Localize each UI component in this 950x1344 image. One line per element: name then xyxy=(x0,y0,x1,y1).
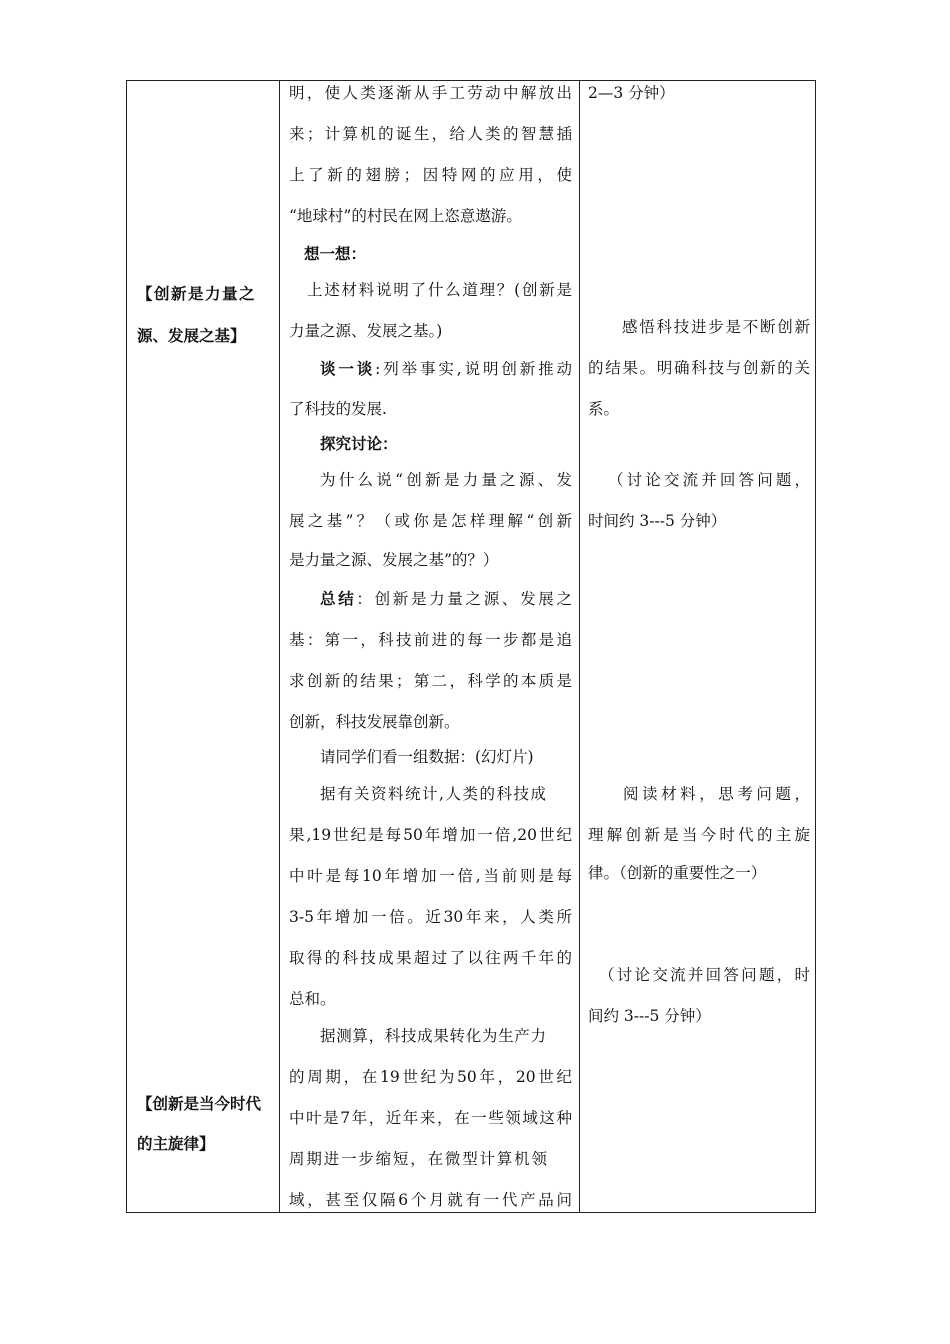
think-heading: 想一想： xyxy=(304,244,367,263)
activity-line: 理解创新是当今时代的主旋 xyxy=(588,826,810,844)
content-line: 中叶是7年，近年来，在一些领域这种 xyxy=(289,1109,572,1127)
content-line: 总和。 xyxy=(289,990,336,1008)
content-line: 明，使人类逐渐从手工劳动中解放出 xyxy=(289,84,572,102)
discuss-label: 谈一谈 xyxy=(320,359,376,378)
activity-line: 感悟科技进步是不断创新 xyxy=(622,318,810,336)
content-line: 的周期，在19世纪为50年，20世纪 xyxy=(289,1068,572,1086)
section-heading-innovation-source-cont: 源、发展之基】 xyxy=(137,326,246,345)
content-line: 求创新的结果；第二，科学的本质是 xyxy=(289,672,572,690)
activity-line: 律。（创新的重要性之一） xyxy=(588,864,767,882)
content-line: 创新，科技发展靠创新。 xyxy=(289,713,460,731)
activity-line: 2—3 分钟） xyxy=(588,84,675,102)
section-heading-innovation-source: 【创新是力量之 xyxy=(137,284,257,303)
summary-text: ：创新是力量之源、发展之 xyxy=(356,590,572,608)
activity-column xyxy=(580,81,816,1212)
activity-line: 阅读材料，思考问题， xyxy=(623,785,810,803)
content-line: 周期进一步缩短，在微型计算机领 xyxy=(289,1150,547,1168)
content-line: 上述材料说明了什么道理？(创新是 xyxy=(307,281,572,299)
content-column xyxy=(280,81,578,1212)
activity-line: （讨论交流并回答问题，时 xyxy=(599,966,810,984)
activity-line: 间约 3---5 分钟） xyxy=(588,1007,711,1025)
activity-line: 系。 xyxy=(588,400,620,418)
activity-line: （讨论交流并回答问题， xyxy=(608,471,810,489)
content-line: “地球村”的村民在网上恣意遨游。 xyxy=(289,207,522,225)
lesson-plan-table xyxy=(126,80,816,1213)
content-line: 据测算，科技成果转化为生产力 xyxy=(320,1027,546,1045)
section-heading-main-theme: 【创新是当今时代 xyxy=(137,1094,262,1113)
section-heading-main-theme-cont: 的主旋律】 xyxy=(137,1134,215,1153)
discuss-line xyxy=(320,359,572,379)
content-line: 中叶是每10年增加一倍,当前则是每 xyxy=(289,867,572,885)
content-line: 据有关资料统计,人类的科技成 xyxy=(320,785,546,803)
content-line: 请同学们看一组数据：(幻灯片) xyxy=(320,748,534,766)
content-line: 取得的科技成果超过了以往两千年的 xyxy=(289,949,572,967)
content-line: 域，甚至仅隔6个月就有一代产品问 xyxy=(289,1191,572,1209)
content-line: 基：第一，科技前进的每一步都是追 xyxy=(289,631,572,649)
content-line: 来；计算机的诞生，给人类的智慧插 xyxy=(289,125,572,143)
content-line: 果,19世纪是每50年增加一倍,20世纪 xyxy=(289,826,572,844)
content-line: 3-5年增加一倍。近30年来，人类所 xyxy=(289,908,572,926)
explore-heading: 探究讨论： xyxy=(320,434,398,453)
content-line: 力量之源、发展之基。) xyxy=(289,322,443,340)
activity-line: 的结果。明确科技与创新的关 xyxy=(588,359,810,377)
content-line: 上了新的翅膀；因特网的应用，使 xyxy=(289,166,572,184)
discuss-text: :列举事实,说明创新推动 xyxy=(375,360,572,378)
content-line: 是力量之源、发展之基”的？） xyxy=(289,551,499,569)
summary-line xyxy=(320,589,572,609)
activity-line: 时间约 3---5 分钟） xyxy=(588,512,727,530)
section-column xyxy=(127,81,279,1212)
content-line: 展之基”？（或你是怎样理解“创新 xyxy=(289,512,572,530)
content-line: 了科技的发展. xyxy=(289,400,387,418)
summary-label: 总结 xyxy=(320,589,357,608)
content-line: 为什么说“创新是力量之源、发 xyxy=(320,471,572,489)
